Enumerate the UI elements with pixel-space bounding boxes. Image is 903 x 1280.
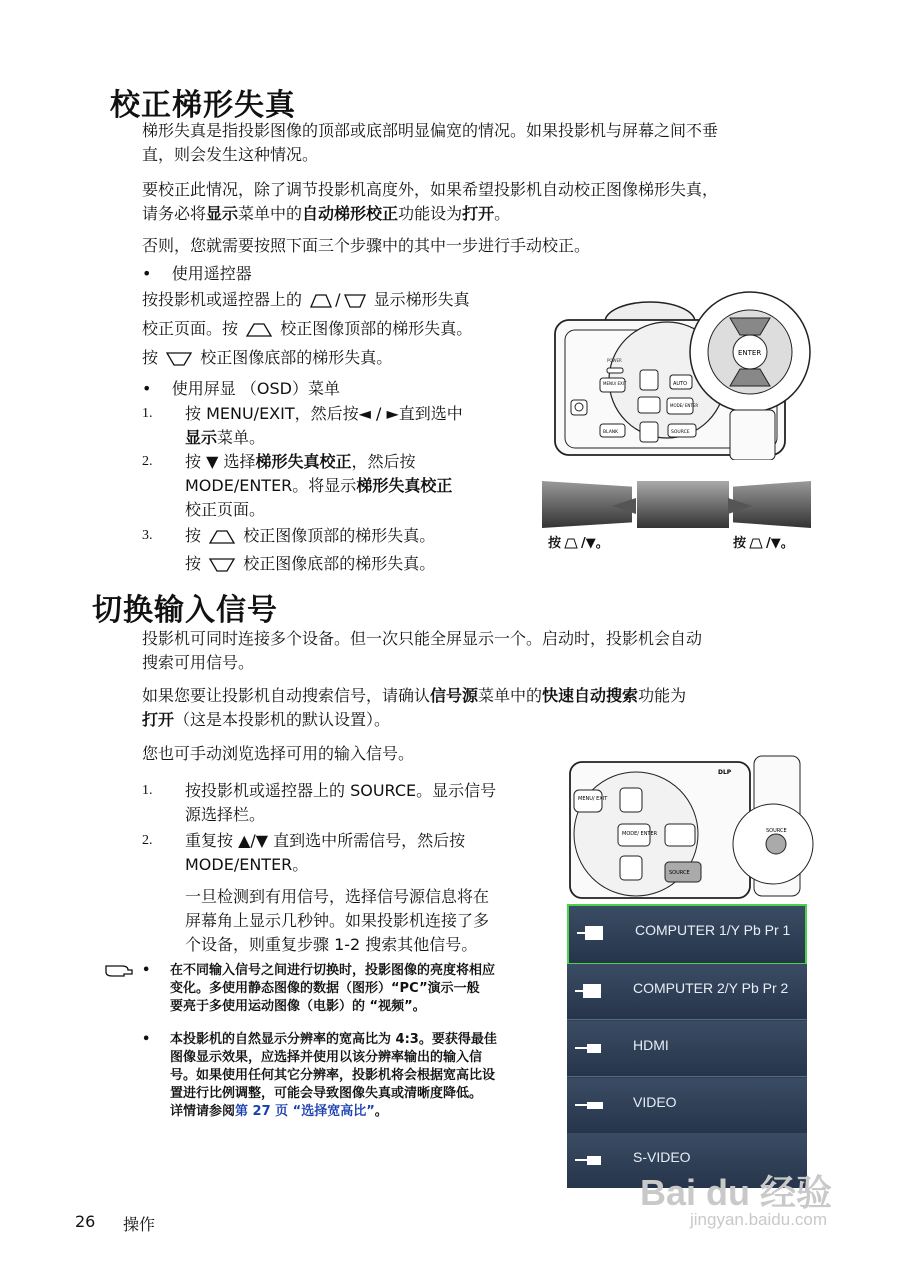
page-number: 26 — [75, 1212, 96, 1231]
keystone-up-icon — [310, 294, 332, 308]
keystone-manual-paragraph: 否则，您就需要按照下面三个步骤中的其中一步进行手动校正。 — [142, 236, 591, 255]
watermark-logo: Bai du 经验 — [640, 1172, 833, 1213]
caption-right: 按 /▼。 — [733, 536, 794, 551]
bullet-remote: • 使用遥控器 — [142, 264, 252, 283]
input-steps: 1. 按投影机或遥控器上的 SOURCE。显示信号 源选择栏。 2. 重复按 ▲/▼ 直到选中所需信号，然后按 MODE/ENTER。 一旦检测到有用信号，选择信号源信息将在 屏幕角上显示几秒钟。如果投影机连接了多 个设备，则重复步骤 1-2 搜索其他信号。 — [142, 781, 497, 954]
input-manual-paragraph: 您也可手动浏览选择可用的输入信号。 — [142, 744, 415, 763]
remote-instructions: 按投影机或遥控器上的 / 显示梯形失真 校正页面。按 校正图像顶部的梯形失真。 按 校正图像底部的梯形失真。 — [142, 290, 473, 367]
footer-section: 操作 — [123, 1215, 156, 1234]
keystone-down-icon — [209, 558, 235, 572]
projector-panel-illustration — [545, 290, 875, 460]
watermark-url: jingyan.baidu.com — [690, 1210, 828, 1229]
source-item[interactable]: COMPUTER 2/Y Pb Pr 2 — [567, 964, 807, 1020]
keystone-up-icon — [564, 538, 578, 549]
svg-text:AUTO: AUTO — [673, 381, 688, 387]
svg-text:SOURCE: SOURCE — [669, 870, 690, 876]
link-aspect-ratio[interactable]: 第 27 页 “选择宽高比” — [235, 1104, 375, 1119]
source-item[interactable]: VIDEO — [567, 1078, 807, 1134]
keystone-auto-paragraph: 要校正此情况，除了调节投影机高度外，如果希望投影机自动校正图像梯形失真， 请务必将显示菜单中的自动梯形校正功能设为打开。 — [142, 180, 719, 223]
source-menu — [567, 904, 807, 1186]
svg-text:MODE/ ENTER: MODE/ ENTER — [622, 831, 658, 837]
section-title-input: 切换输入信号 — [92, 593, 278, 628]
svg-text:SOURCE: SOURCE — [671, 430, 690, 435]
svg-text:MODE/ ENTER: MODE/ ENTER — [670, 403, 699, 408]
rca-port-icon — [575, 1096, 605, 1114]
input-auto-paragraph: 如果您要让投影机自动搜索信号，请确认信号源菜单中的快速自动搜索功能为 打开（这是本投影机的默认设置）。 — [142, 686, 687, 729]
svg-text:SOURCE: SOURCE — [766, 828, 787, 834]
note-hand-icon — [104, 962, 134, 978]
svg-text:BLANK: BLANK — [603, 430, 619, 435]
caption-left: 按 /▼。 — [548, 536, 609, 551]
svg-text:ENTER: ENTER — [738, 349, 762, 357]
svg-text:DLP: DLP — [718, 769, 732, 776]
input-intro: 投影机可同时连接多个设备。但一次只能全屏显示一个。启动时，投影机会自动 搜索可用信号。 — [142, 629, 703, 672]
note-aspect: • 本投影机的自然显示分辨率的宽高比为 4:3。要获得最佳 图像显示效果，应选择并使用以该分辨率输出的输入信 号。如果使用任何其它分辨率，投影机将会根据宽高比设 置进行比例调整，可能会导致图像失真或清晰度降低。 详情请参阅第 27 页 “选择宽高比”。 — [142, 1032, 497, 1119]
source-item[interactable]: S-VIDEO — [567, 1133, 807, 1188]
keystone-up-icon — [246, 323, 272, 337]
section-title-keystone: 校正梯形失真 — [110, 88, 296, 123]
keystone-up-icon — [209, 530, 235, 544]
bullet-osd: • 使用屏显 （OSD）菜单 — [142, 379, 340, 398]
keystone-down-icon — [344, 294, 366, 308]
keystone-up-icon — [749, 538, 763, 549]
svideo-port-icon — [575, 1151, 605, 1169]
hdmi-port-icon — [575, 1039, 605, 1057]
keystone-intro: 梯形失真是指投影图像的顶部或底部明显偏宽的情况。如果投影机与屏幕之间不垂 直，则会发生这种情况。 — [142, 121, 719, 164]
vga-port-icon — [575, 982, 605, 1000]
source-item[interactable]: COMPUTER 1/Y Pb Pr 1 — [567, 904, 807, 965]
source-item[interactable]: HDMI — [567, 1021, 807, 1077]
arrow-icons — [612, 496, 752, 516]
vga-port-icon — [577, 924, 607, 942]
projector-source-illustration — [568, 752, 823, 900]
svg-text:MENU/ EXIT: MENU/ EXIT — [603, 381, 627, 386]
svg-text:MENU/ EXIT: MENU/ EXIT — [578, 796, 608, 802]
osd-steps: 1. 按 MENU/EXIT，然后按◄ / ►直到选中 显示菜单。 2. 按 ▼ 选择梯形失真校正，然后按 MODE/ENTER。将显示梯形失真校正 校正页面。 3. 按 校正图像顶部的梯形失真。 按 校正图像底部的梯形失真。 — [142, 404, 463, 573]
note-brightness: • 在不同输入信号之间进行切换时，投影图像的亮度将相应 变化。多使用静态图像的数据（图形）“PC”演示一般 要亮于多使用运动图像（电影）的 “视频”。 — [142, 963, 496, 1014]
keystone-down-icon — [166, 352, 192, 366]
svg-text:POWER: POWER — [607, 358, 622, 363]
